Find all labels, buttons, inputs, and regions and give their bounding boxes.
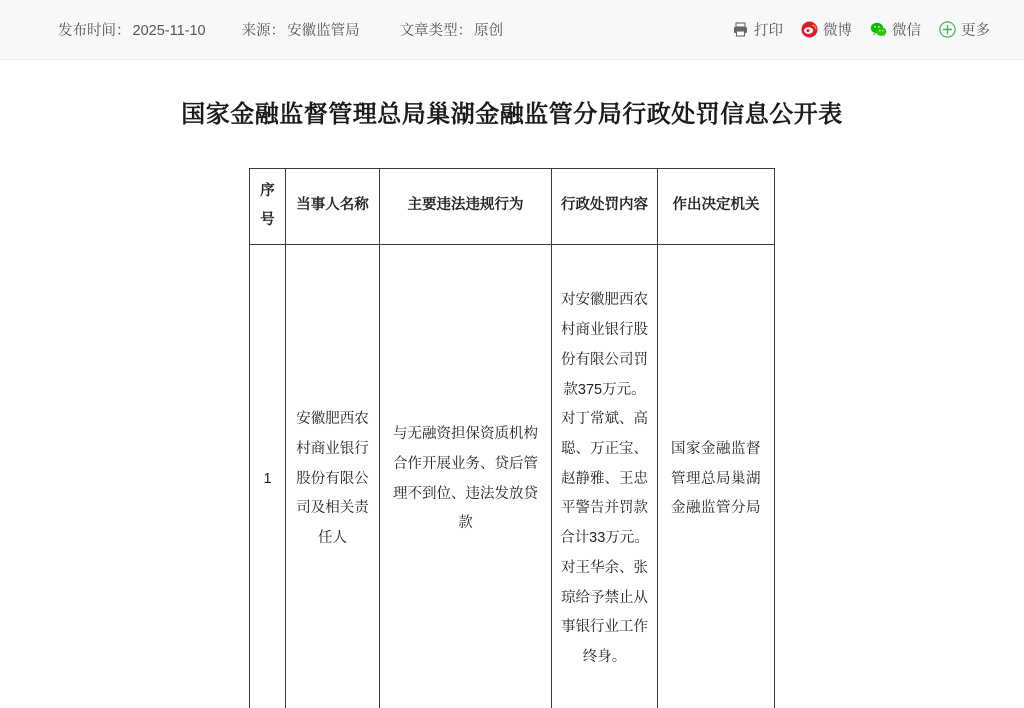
- more-label: 更多: [961, 23, 990, 39]
- article-type-label: 文章类型：: [399, 23, 473, 39]
- penalty-table-container: [0, 168, 1024, 708]
- header-cell-org: 作出决定机关: [658, 168, 775, 244]
- publish-time-value: 2025-11-10: [132, 23, 206, 39]
- article-type: [400, 19, 504, 40]
- header-cell-penalty: 行政处罚内容: [552, 168, 658, 244]
- article-type-value: 原创: [474, 23, 504, 39]
- penalty-table: [249, 168, 775, 708]
- cell-penalty: 对安徽肥西农村商业银行股份有限公司罚款375万元。对丁常斌、高聪、万正宝、赵静雅、王忠平警告并罚款合计33万元。对王华余、张琼给予禁止从事银行业工作终身。: [552, 245, 658, 708]
- table-body: [250, 245, 775, 708]
- cell-party: 安徽肥西农村商业银行股份有限公司及相关责任人: [286, 245, 380, 708]
- source-value: 安徽监管局: [287, 23, 360, 39]
- weixin-label: 微信: [892, 23, 921, 39]
- publish-time: [58, 19, 206, 40]
- article-meta-bar: [0, 0, 1024, 60]
- table-header: [250, 168, 775, 244]
- plus-circle-icon: [939, 21, 956, 38]
- header-cell-party: 当事人名称: [286, 168, 380, 244]
- header-cell-act: 主要违法违规行为: [380, 168, 552, 244]
- source-label: 来源：: [241, 23, 286, 39]
- table-row: [250, 245, 775, 708]
- printer-icon: [732, 21, 749, 38]
- table-header-row: [250, 168, 775, 244]
- weixin-icon: [870, 21, 887, 38]
- print-label: 打印: [754, 23, 783, 39]
- share-toolbar: [732, 19, 990, 40]
- cell-no: 1: [250, 245, 286, 708]
- page-title: 国家金融监督管理总局巢湖金融监管分局行政处罚信息公开表: [181, 101, 843, 128]
- meta-info-group: [58, 19, 732, 40]
- cell-act: 与无融资担保资质机构合作开展业务、贷后管理不到位、违法发放贷款: [380, 245, 552, 708]
- source: [242, 19, 360, 40]
- print-button[interactable]: [732, 19, 783, 40]
- cell-org: 国家金融监督管理总局巢湖金融监管分局: [658, 245, 775, 708]
- header-cell-no: 序号: [250, 168, 286, 244]
- weixin-button[interactable]: [870, 19, 921, 40]
- more-button[interactable]: [939, 19, 990, 40]
- weibo-icon: [801, 21, 818, 38]
- publish-time-label: 发布时间：: [58, 23, 131, 39]
- weibo-button[interactable]: [801, 19, 852, 40]
- weibo-label: 微博: [823, 23, 852, 39]
